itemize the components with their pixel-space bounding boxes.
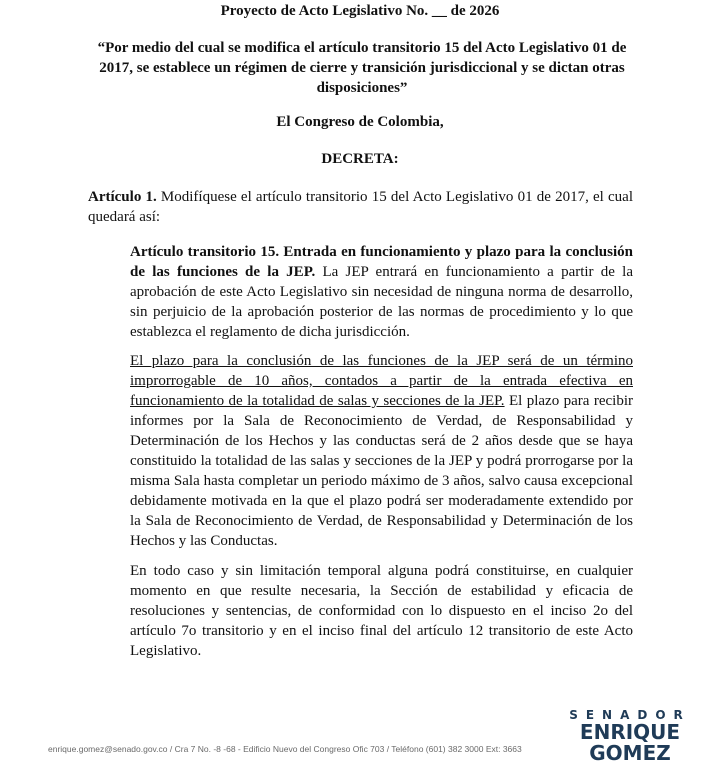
decreta-heading: DECRETA: (321, 151, 399, 167)
transitory-article-text-2: El plazo para recibir informes por la Sala de Reconocimiento de Verdad, de Responsabilidad y Determinación de los Hechos y las conductas será de 2 años desde que se haya constituido la totalidad de las salas y secciones de la JEP y podrá prorrogarse por la misma Sala hasta completar un periodo máximo de 3 años, salvo causa excepcional debidamente motivada en la que el plazo podrá ser moderadamente extendido por la Sala de Reconocimiento de Verdad, de Responsabilidad y Determinación de los Hechos y las Conductas. (130, 393, 634, 549)
transitory-article-text-1: La JEP entrará en funcionamiento a partir de la aprobación de este Acto Legislativo sin necesidad de ninguna norma de desarrollo, sin perjuicio de la aprobación posterior de las normas de procedimiento y lo que establezca el reglamento de dicha jurisdicción. (130, 264, 633, 340)
logo-senador-text: SENADOR (569, 708, 691, 722)
underlined-term-clause: El plazo para la conclusión de las funciones de la JEP será de un término improrrogable de 10 años, contados a partir de la entrada efectiva en funcionamiento de la totalidad de salas y secciones de la JEP. (130, 353, 633, 409)
transitory-article-paragraph-2 (130, 351, 633, 551)
article-1-text: Modifíquese el artículo transitorio 15 del Acto Legislativo 01 de 2017, el cual quedará así: (88, 189, 633, 225)
article-1-paragraph (88, 187, 633, 227)
document-title: Proyecto de Acto Legislativo No. __ de 2026 (220, 3, 500, 19)
logo-last-name: GOMEZ (589, 741, 671, 765)
article-1-label: Artículo 1. (88, 189, 157, 205)
congress-line: El Congreso de Colombia, (276, 114, 444, 130)
footer-contact: enrique.gomez@senado.gov.co / Cra 7 No. -8 -68 - Edificio Nuevo del Congreso Ofic 703 / Teléfono (601) 382 3000 Ext: 3663 (48, 744, 522, 754)
senator-logo (560, 708, 700, 772)
logo-first-name: ENRIQUE (579, 720, 681, 744)
transitory-article-heading: Artículo transitorio 15. Entrada en funcionamiento y plazo para la conclusión de las funciones de la JEP. (130, 244, 633, 280)
transitory-article-paragraph-1 (130, 242, 633, 342)
transitory-article-paragraph-3: En todo caso y sin limitación temporal alguna podrá constituirse, en cualquier momento en que resulte necesaria, la Sección de estabilidad y eficacia de resoluciones y sentencias, de conformidad con lo dispuesto en el inciso 2o del artículo 7o transitorio y en el inciso final del artículo 12 transitorio de este Acto Legislativo. (130, 563, 633, 659)
document-subtitle: “Por medio del cual se modifica el artículo transitorio 15 del Acto Legislativo 01 de 2017, se establece un régimen de cierre y transición jurisdiccional y se dictan otras disposiciones” (97, 40, 627, 96)
